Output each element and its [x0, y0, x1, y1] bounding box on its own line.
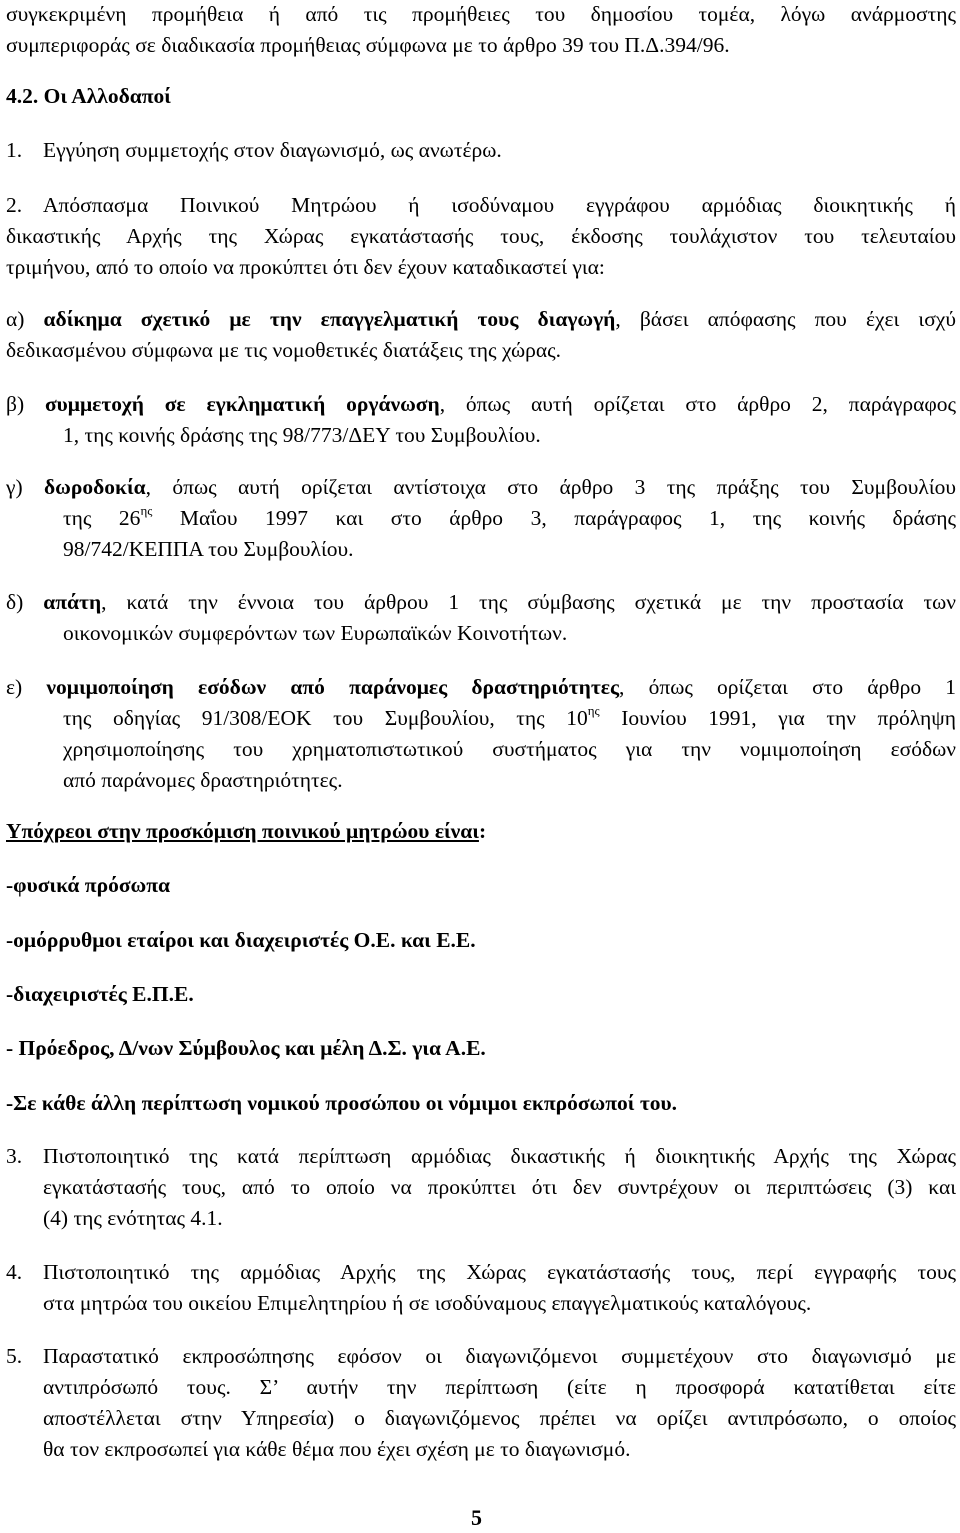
offence-b-line-2: 1, της κοινής δράσης της 98/773/ΔΕΥ του Συμβουλίου.: [63, 423, 541, 447]
offence-e-line-3: χρησιμοποίησης του χρηματοπιστωτικού συστήματος για την νομιμοποίηση εσόδων: [63, 737, 956, 761]
offence-d-line-1: δ) απάτη, κατά την έννοια του άρθρου 1 της σύμβασης σχετικά με την προστασία των: [6, 590, 957, 614]
item-number: 1.: [6, 138, 23, 162]
item-number: 3.: [6, 1144, 23, 1168]
offence-a-line-1: α) αδίκημα σχετικό με την επαγγελματική τους διαγωγή, βάσει απόφασης που έχει ισχύ: [6, 307, 956, 331]
item-3-line-1: Πιστοποιητικό της κατά περίπτωση αρμόδιας δικαστικής ή διοικητικής Αρχής της Χώρας: [43, 1144, 956, 1168]
obliged-item: -φυσικά πρόσωπα: [6, 873, 171, 897]
obliged-item: - Πρόεδρος, Δ/νων Σύμβουλος και μέλη Δ.Σ. για Α.Ε.: [6, 1036, 486, 1060]
item-number: 5.: [6, 1344, 23, 1368]
section-heading: 4.2. Οι Αλλοδαποί: [6, 84, 171, 108]
obliged-heading: Υπόχρεοι στην προσκόμιση ποινικού μητρώου είναι:: [6, 819, 487, 843]
item-2-line-3: τριμήνου, από το οποίο να προκύπτει ότι δεν έχουν καταδικαστεί για:: [6, 255, 605, 279]
item-number: 2.: [6, 193, 23, 217]
item-2-line-2: δικαστικής Αρχής της Χώρας εγκατάστασής τους, έκδοσης τουλάχιστον του τελευταίου: [6, 224, 956, 248]
item-4-line-1: Πιστοποιητικό της αρμόδιας Αρχής της Χώρας εγκατάστασής τους, περί εγγραφής τους: [43, 1260, 956, 1284]
page-number: 5: [471, 1505, 482, 1530]
offence-b-line-1: β) συμμετοχή σε εγκληματική οργάνωση, όπως αυτή ορίζεται στο άρθρο 2, παράγραφος: [6, 392, 957, 416]
offence-a-line-2: δεδικασμένου σύμφωνα με τις νομοθετικές διατάξεις της χώρας.: [6, 338, 562, 362]
offence-e-line-2: της οδηγίας 91/308/ΕΟΚ του Συμβουλίου, της $10^{\eta\varsigma}$ Ιουνίου 1991, για την πρόληψη: [63, 703, 956, 730]
item-5-line-2: αντιπρόσωπό τους. Σ’ αυτήν την περίπτωση (είτε η προσφορά κατατίθεται είτε: [43, 1375, 956, 1399]
obliged-item: -διαχειριστές Ε.Π.Ε.: [6, 982, 194, 1006]
offence-e-line-4: από παράνομες δραστηριότητες.: [63, 768, 343, 792]
offence-e-line-1: ε) νομιμοποίηση εσόδων από παράνομες δραστηριότητες, όπως ορίζεται στο άρθρο 1: [6, 675, 957, 699]
offence-c-line-2: της $26^{\eta\varsigma}$ Μαΐου 1997 και στο άρθρο 3, παράγραφος 1, της κοινής δράσης: [63, 503, 956, 530]
obliged-item: -Σε κάθε άλλη περίπτωση νομικού προσώπου οι νόμιμοι εκπρόσωποί του.: [6, 1091, 678, 1115]
item-5-line-4: θα τον εκπροσωπεί για κάθε θέμα που έχει σχέση με το διαγωνισμό.: [43, 1437, 631, 1461]
item-5-line-3: αποστέλλεται στην Υπηρεσία) ο διαγωνιζόμενος πρέπει να ορίζει αντιπρόσωπο, ο οποίος: [43, 1406, 956, 1430]
obliged-item: -ομόρρυθμοι εταίροι και διαχειριστές Ο.Ε. και Ε.Ε.: [6, 928, 476, 952]
offence-d-line-2: οικονομικών συμφερόντων των Ευρωπαϊκών Κοινοτήτων.: [63, 621, 568, 645]
offence-c-line-1: γ) δωροδοκία, όπως αυτή ορίζεται αντίστοιχα στο άρθρο 3 της πράξης του Συμβουλίου: [6, 475, 957, 499]
item-4-line-2: στα μητρώα του οικείου Επιμελητηρίου ή σε ισοδύναμους επαγγελματικούς καταλόγους.: [43, 1291, 812, 1315]
item-3-line-3: (4) της ενότητας 4.1.: [43, 1206, 223, 1230]
offence-c-line-3: 98/742/ΚΕΠΠΑ του Συμβουλίου.: [63, 537, 354, 561]
intro-line-2: συμπεριφοράς σε διαδικασία προμήθειας σύμφωνα με το άρθρο 39 του Π.Δ.394/96.: [6, 33, 730, 57]
intro-line-1: συγκεκριμένη προμήθεια ή από τις προμήθειες του δημοσίου τομέα, λόγω ανάρμοστης: [6, 2, 956, 26]
item-1-text: Εγγύηση συμμετοχής στον διαγωνισμό, ως ανωτέρω.: [43, 138, 502, 162]
item-5-line-1: Παραστατικό εκπροσώπησης εφόσον οι διαγωνιζόμενοι συμμετέχουν στο διαγωνισμό με: [43, 1344, 956, 1368]
item-3-line-2: εγκατάστασής τους, από το οποίο να προκύπτει ότι δεν συντρέχουν οι περιπτώσεις (3) και: [43, 1175, 956, 1199]
item-2-line-1: Απόσπασμα Ποινικού Μητρώου ή ισοδύναμου εγγράφου αρμόδιας διοικητικής ή: [43, 193, 956, 217]
item-number: 4.: [6, 1260, 23, 1284]
